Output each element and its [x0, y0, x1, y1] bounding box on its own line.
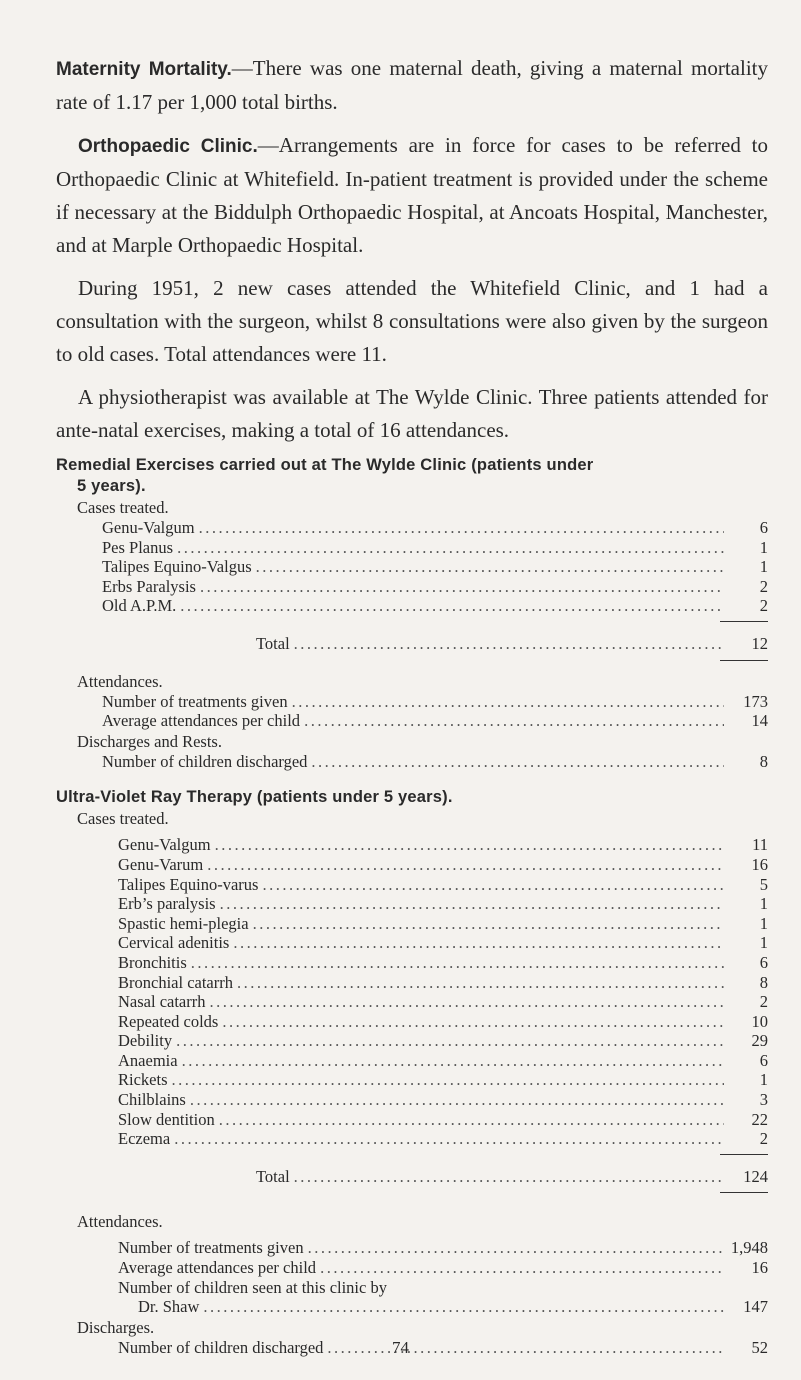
item-value: 173 [743, 691, 768, 711]
list-item [56, 577, 768, 597]
item-label: Erbs Paralysis [102, 576, 196, 596]
list-item [56, 538, 768, 558]
list-item [56, 557, 768, 577]
item-label: Chilblains [118, 1090, 186, 1110]
remedial-heading [56, 455, 768, 497]
item-value: 2 [759, 596, 768, 616]
item-label: Number of children discharged [102, 751, 308, 771]
ultraviolet-cases-list [56, 835, 768, 1149]
ultraviolet-attendances-label: Attendances. [77, 1212, 163, 1232]
uv-discharged-row: Number of children discharged ..... 52 [56, 1338, 768, 1358]
item-label: Eczema [118, 1129, 171, 1149]
item-label: Genu-Valgum [102, 518, 195, 537]
item-label: Bronchitis [118, 952, 187, 972]
list-item [56, 914, 768, 934]
item-label: Erb’s paralysis [118, 894, 216, 914]
remedial-cases-label: Cases treated. [77, 498, 169, 517]
item-label: Genu-Valgum [118, 835, 211, 855]
ultraviolet-total-rule [720, 1154, 768, 1155]
maternity-paragraph [56, 52, 768, 119]
remedial-discharges-list [56, 752, 768, 772]
ultraviolet-total-underline [720, 1192, 768, 1193]
remedial-total-label: Total [256, 633, 290, 653]
item-value: 2 [759, 576, 768, 596]
item-label: Repeated colds [118, 1011, 219, 1031]
item-label: Talipes Equino-varus [118, 874, 259, 894]
ultraviolet-section [56, 787, 768, 1357]
remedial-attendances-label: Attendances. [77, 671, 163, 691]
item-label: Genu-Varum [118, 854, 204, 874]
orthopaedic-paragraph [56, 129, 768, 262]
remedial-attendances-list [56, 692, 768, 731]
list-item [56, 1031, 768, 1051]
item-value: 14 [751, 711, 768, 731]
ultraviolet-attendances-list [56, 1238, 768, 1316]
item-value: 16 [751, 854, 768, 874]
item-value: 2 [759, 1129, 768, 1149]
item-label: Average attendances per child [102, 711, 301, 731]
item-label: Bronchial catarrh [118, 972, 233, 992]
remedial-heading-line1: Remedial Exercises carried out at The Wylde Clinic (patients under [56, 456, 594, 474]
item-value: 29 [751, 1031, 768, 1051]
item-value: 1 [759, 1070, 768, 1090]
list-item [56, 1090, 768, 1110]
list-item [56, 933, 768, 953]
list-item [56, 692, 768, 712]
list-item [56, 992, 768, 1012]
item-label: Old A.P.M. [102, 596, 177, 616]
item-value: 6 [759, 1050, 768, 1070]
list-item [56, 953, 768, 973]
list-item [56, 1070, 768, 1090]
item-label: Nasal catarrh [118, 992, 206, 1012]
item-value: 1 [759, 894, 768, 914]
remedial-total-rule [720, 621, 768, 622]
remedial-section [56, 455, 768, 771]
remedial-discharges-label: Discharges and Rests. [77, 731, 222, 751]
item-value: 6 [759, 952, 768, 972]
item-label: Cervical adenitis [118, 933, 230, 953]
list-item [56, 752, 768, 772]
orthopaedic-text: —Arrangements are in force for cases to be referred to Orthopaedic Clinic at Whitefield. In-patient treatment is provided under the scheme if necessary at the Biddulph Orthopaedic Hospital, at Ancoats Hospital, Manchester, and at Marple Orthopaedic Hospital. [56, 133, 768, 257]
list-item [56, 1012, 768, 1032]
ultraviolet-cases-label: Cases treated. [77, 809, 169, 829]
list-item [56, 596, 768, 616]
uv-seen-line1: Number of children seen at this clinic by [118, 1277, 387, 1297]
list-item [56, 711, 768, 731]
uv-average-row: Average attendances per child ..... 16 [56, 1258, 768, 1278]
uv-seen-row: Dr. Shaw ..... 147 [56, 1297, 768, 1317]
item-label: Talipes Equino-Valgus [102, 557, 252, 577]
ultraviolet-discharges-label: Discharges. [77, 1317, 155, 1337]
item-value: 10 [751, 1011, 768, 1031]
item-value: 5 [759, 874, 768, 894]
item-label: Slow dentition [118, 1109, 215, 1129]
ultraviolet-heading: Ultra-Violet Ray Therapy (patients under 5 years). [56, 788, 453, 807]
item-value: 3 [759, 1090, 768, 1110]
item-value: 1 [759, 557, 768, 577]
list-item [56, 835, 768, 855]
item-value: 1 [759, 933, 768, 953]
item-label: Debility [118, 1031, 173, 1051]
item-value: 1 [759, 913, 768, 933]
item-value: 1 [759, 537, 768, 557]
item-value: 6 [759, 518, 768, 537]
item-value: 11 [752, 835, 768, 855]
item-label: Number of treatments given [102, 691, 288, 711]
item-value: 8 [759, 751, 768, 771]
remedial-heading-line2: 5 years). [77, 477, 146, 495]
physiotherapy-paragraph: A physiotherapist was available at The Wylde Clinic. Three patients attended for ante-natal exercises, making a total of 16 attendances. [56, 385, 768, 442]
list-item [56, 894, 768, 914]
orthopaedic-consultations-paragraph: During 1951, 2 new cases attended the Whitefield Clinic, and 1 had a consultation with the surgeon, whilst 8 consultations were also given by the surgeon to old cases. Total attendances were 11. [56, 276, 768, 366]
list-item [56, 518, 768, 538]
uv-treatments-row: Number of treatments given ..... 1,948 [56, 1238, 768, 1258]
ultraviolet-total-label: Total [256, 1166, 290, 1186]
maternity-text: —There was one maternal death, giving a maternal mortality rate of 1.17 per 1,000 total births. [56, 56, 769, 114]
remedial-total-underline [720, 660, 768, 661]
item-value: 22 [751, 1109, 768, 1129]
list-item [56, 1110, 768, 1130]
document-page [56, 52, 768, 1357]
list-item [56, 973, 768, 993]
item-label: Pes Planus [102, 537, 174, 557]
remedial-total-row [56, 634, 768, 654]
item-label: Spastic hemi-plegia [118, 913, 249, 933]
ultraviolet-total-row [56, 1167, 768, 1187]
ultraviolet-total-value: 124 [743, 1166, 768, 1186]
list-item [56, 855, 768, 875]
item-value: 2 [759, 992, 768, 1012]
item-value: 8 [759, 972, 768, 992]
item-label: Anaemia [118, 1050, 178, 1070]
orthopaedic-heading: Orthopaedic Clinic. [78, 136, 258, 157]
maternity-heading: Maternity Mortality. [56, 59, 232, 80]
item-label: Rickets [118, 1070, 168, 1090]
remedial-total-value: 12 [751, 633, 768, 653]
remedial-cases-list [56, 518, 768, 616]
list-item [56, 1129, 768, 1149]
list-item [56, 1051, 768, 1071]
page-number: 74 [392, 1338, 409, 1357]
list-item [56, 875, 768, 895]
